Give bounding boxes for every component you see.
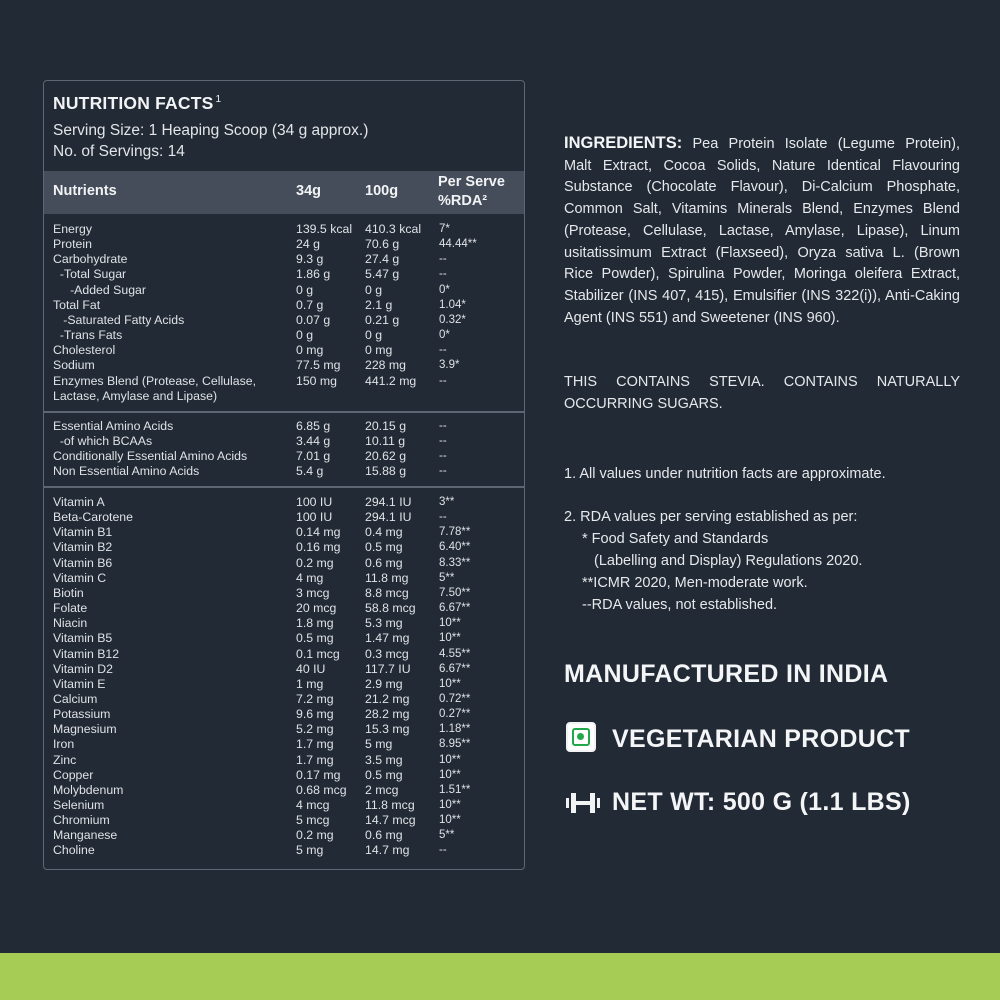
table-row: [53, 222, 520, 237]
value-34g: 0.2 mg: [296, 828, 334, 843]
value-rda: 0*: [439, 283, 450, 296]
value-rda: 6.67**: [439, 602, 471, 615]
value-100g: 294.1 IU: [365, 510, 412, 525]
table-row: [53, 313, 520, 328]
nutrient-name: Carbohydrate: [53, 252, 128, 267]
value-100g: 21.2 mg: [365, 691, 410, 706]
value-rda: 6.40**: [439, 541, 471, 554]
value-34g: 0.07 g: [296, 312, 331, 327]
table-row: [53, 449, 520, 464]
value-rda: 7.78**: [439, 526, 471, 539]
table-row: [53, 828, 520, 843]
stevia-notice: THIS CONTAINS STEVIA. CONTAINS NATURALLY OCCURRING SUGARS.: [564, 374, 960, 412]
table-row: [53, 267, 520, 282]
value-34g: 9.3 g: [296, 252, 324, 267]
section-divider: [44, 486, 524, 488]
value-100g: 0.6 mg: [365, 828, 403, 843]
nutrient-name: Biotin: [53, 585, 84, 600]
value-rda: 0.72**: [439, 692, 471, 705]
nutrient-name: Manganese: [53, 828, 118, 843]
nutrient-name: Iron: [53, 737, 75, 752]
value-100g: 228 mg: [365, 358, 407, 373]
value-rda: --: [439, 465, 447, 478]
table-row: [53, 298, 520, 313]
table-row: [53, 737, 520, 752]
table-row: [53, 692, 520, 707]
value-rda: --: [439, 253, 447, 266]
table-row: [53, 601, 520, 616]
table-row: [53, 722, 520, 737]
nutrient-name: Essential Amino Acids: [53, 419, 174, 433]
nutrient-name: Vitamin B12: [53, 646, 120, 661]
value-100g: 1.47 mg: [365, 631, 410, 646]
accent-bar: [0, 953, 1000, 1000]
value-rda: 10**: [439, 814, 461, 827]
value-34g: 5 mg: [296, 843, 324, 858]
table-row: [53, 510, 520, 525]
value-100g: 0.6 mg: [365, 555, 403, 570]
value-100g: 3.5 mg: [365, 752, 403, 767]
value-34g: 0.2 mg: [296, 555, 334, 570]
value-34g: 0.1 mcg: [296, 646, 340, 661]
table-row: [53, 586, 520, 601]
value-34g: 9.6 mg: [296, 707, 334, 722]
value-34g: 1 mg: [296, 676, 324, 691]
value-rda: 5**: [439, 571, 455, 584]
value-rda: 7.50**: [439, 586, 471, 599]
value-100g: 2.9 mg: [365, 676, 403, 691]
value-rda: --: [439, 344, 447, 357]
value-100g: 14.7 mcg: [365, 813, 416, 828]
value-34g: 1.7 mg: [296, 752, 334, 767]
nutrient-name: Selenium: [53, 798, 105, 812]
note-1: 1. All values under nutrition facts are approximate.: [564, 466, 886, 482]
header-34g: 34g: [296, 183, 321, 199]
value-rda: 10**: [439, 768, 461, 781]
nutrient-name: Vitamin C: [53, 570, 107, 585]
nutrient-name: -Added Sugar: [53, 282, 146, 297]
nutrient-name: -Total Sugar: [53, 267, 127, 282]
table-row: [53, 495, 520, 510]
table-row: [53, 434, 520, 449]
table-row: [53, 571, 520, 586]
value-34g: 0 mg: [296, 343, 324, 358]
value-100g: 10.11 g: [365, 434, 406, 449]
value-34g: 0.5 mg: [296, 631, 334, 646]
table-row: [53, 647, 520, 662]
value-34g: 150 mg: [296, 373, 338, 388]
nutrient-name: Choline: [53, 843, 95, 858]
nutrient-name: Magnesium: [53, 722, 117, 737]
value-34g: 5.2 mg: [296, 722, 334, 737]
table-row: [53, 556, 520, 571]
value-100g: 58.8 mcg: [365, 601, 416, 616]
value-34g: 3.44 g: [296, 434, 331, 449]
value-100g: 0.5 mg: [365, 767, 403, 782]
value-100g: 20.62 g: [365, 449, 407, 464]
value-34g: 0.7 g: [296, 297, 324, 312]
table-row: [53, 358, 520, 373]
value-100g: 410.3 kcal: [365, 222, 422, 236]
value-rda: 1.18**: [439, 723, 471, 736]
serving-size: Serving Size: 1 Heaping Scoop (34 g approx.): [53, 122, 369, 139]
nutrient-name: -of which BCAAs: [53, 434, 153, 449]
value-rda: 0.27**: [439, 708, 471, 721]
nutrient-name: -Trans Fats: [53, 328, 123, 343]
value-100g: 27.4 g: [365, 252, 400, 267]
value-34g: 0.16 mg: [296, 540, 341, 555]
note-2: 2. RDA values per serving established as per:: [564, 509, 858, 525]
net-weight: NET WT: 500 G (1.1 LBS): [612, 788, 911, 816]
value-34g: 1.86 g: [296, 267, 331, 282]
table-row: [53, 283, 520, 298]
table-row: [53, 328, 520, 343]
value-34g: 1.7 mg: [296, 737, 334, 752]
value-100g: 15.3 mg: [365, 722, 410, 737]
header-nutrients: Nutrients: [53, 183, 117, 199]
table-row: [53, 616, 520, 631]
nutrient-name: Sodium: [53, 358, 95, 373]
note-2d: --RDA values, not established.: [582, 597, 778, 613]
value-34g: 100 IU: [296, 495, 333, 509]
value-100g: 2.1 g: [365, 297, 393, 312]
value-rda: 1.51**: [439, 783, 471, 796]
value-34g: 5 mcg: [296, 813, 330, 828]
nutrition-facts-panel: [43, 80, 525, 870]
value-100g: 20.15 g: [365, 419, 407, 433]
ingredients-block: [564, 133, 960, 329]
nutrient-name: Molybdenum: [53, 782, 124, 797]
value-34g: 6.85 g: [296, 419, 331, 433]
table-row: [53, 662, 520, 677]
value-100g: 11.8 mg: [365, 570, 409, 585]
value-100g: 2 mcg: [365, 782, 399, 797]
nutrient-name: Vitamin B2: [53, 540, 113, 555]
nutrient-name: Non Essential Amino Acids: [53, 464, 200, 479]
value-100g: 0.5 mg: [365, 540, 403, 555]
nutrition-title: NUTRITION FACTS $^1$: [53, 93, 222, 113]
value-rda: 4.55**: [439, 647, 471, 660]
table-row: [53, 540, 520, 555]
value-100g: 5.3 mg: [365, 616, 403, 631]
manufactured-in-india: MANUFACTURED IN INDIA: [564, 660, 889, 688]
value-100g: 0 g: [365, 282, 383, 297]
value-rda: --: [439, 374, 447, 387]
value-34g: 3 mcg: [296, 585, 330, 600]
value-34g: 0.17 mg: [296, 767, 341, 782]
table-row: [53, 677, 520, 692]
value-rda: 8.33**: [439, 556, 471, 569]
nutrient-name: Calcium: [53, 691, 98, 706]
value-100g: 70.6 g: [365, 237, 400, 252]
value-rda: --: [439, 450, 447, 463]
vegetarian-label: VEGETARIAN PRODUCT: [612, 725, 911, 753]
value-rda: 3**: [439, 496, 455, 508]
value-34g: 100 IU: [296, 510, 333, 525]
value-rda: 7*: [439, 223, 450, 235]
value-34g: 7.01 g: [296, 449, 331, 464]
ingredients-label: INGREDIENTS:: [564, 134, 683, 152]
nutrient-name: Cholesterol: [53, 343, 116, 358]
value-100g: 294.1 IU: [365, 495, 412, 509]
section-divider: [44, 411, 524, 413]
value-100g: 14.7 mg: [365, 843, 410, 858]
note-2a: * Food Safety and Standards: [582, 531, 769, 547]
value-34g: 0.14 mg: [296, 525, 341, 540]
value-34g: 1.8 mg: [296, 616, 334, 631]
nutrient-name: Energy: [53, 222, 92, 236]
table-row: [53, 464, 520, 479]
note-2c: **ICMR 2020, Men-moderate work.: [582, 575, 808, 591]
veg-mark-icon: [566, 722, 596, 752]
value-rda: 10**: [439, 677, 461, 690]
table-row: [53, 525, 520, 540]
nutrient-name: Vitamin B6: [53, 555, 113, 570]
nutrient-name: Chromium: [53, 813, 110, 828]
value-rda: 0.32*: [439, 313, 466, 326]
value-100g: 117.7 IU: [365, 661, 411, 676]
value-rda: --: [439, 844, 447, 857]
value-100g: 0 mg: [365, 343, 393, 358]
nutrient-name: Vitamin E: [53, 676, 106, 691]
value-34g: 139.5 kcal: [296, 222, 353, 236]
table-row: [53, 237, 520, 252]
value-34g: 77.5 mg: [296, 358, 341, 373]
value-100g: 0.3 mcg: [365, 646, 409, 661]
value-34g: 7.2 mg: [296, 691, 334, 706]
nutrient-name: Protein: [53, 237, 92, 252]
value-100g: 0.21 g: [365, 312, 400, 327]
table-row: [53, 753, 520, 768]
table-row: [53, 768, 520, 783]
table-row: [53, 343, 520, 358]
table-row: [53, 707, 520, 722]
header-100g: 100g: [365, 183, 399, 199]
table-row: [53, 813, 520, 828]
nutrient-name: Total Fat: [53, 297, 101, 312]
servings-count: No. of Servings: 14: [53, 143, 185, 160]
value-rda: 10**: [439, 753, 461, 766]
value-rda: 8.95**: [439, 738, 471, 751]
nutrient-name: Beta-Carotene: [53, 510, 133, 525]
value-100g: 0 g: [365, 328, 383, 343]
value-rda: --: [439, 435, 447, 448]
value-rda: --: [439, 420, 447, 432]
value-100g: 5 mg: [365, 737, 393, 752]
ingredients-text: Pea Protein Isolate (Legume Protein), Malt Extract, Cocoa Solids, Nature Identical Flavouring Substance (Chocolate Flavour), Di-Calcium Phosphate, Common Salt, Vitamins Minerals Blend, Enzymes Blend (Protease, Cellulase, Lactase, Amylase, Lipase), Linum usitatissimum Extract (Flaxseed), Oryza sativa L. (Brown Rice Powder), Spirulina Powder, Moringa oleifera Extract, Stabilizer (INS 407, 415), Emulsifier (INS 322(i)), Anti-Caking Agent (INS 551) and Sweetener (INS 960).: [564, 136, 960, 326]
nutrient-name: Vitamin B1: [53, 525, 113, 540]
value-rda: 10**: [439, 617, 461, 630]
table-row: [53, 252, 520, 267]
table-row: [53, 783, 520, 798]
value-rda: 10**: [439, 799, 461, 811]
value-34g: 4 mg: [296, 570, 324, 585]
value-100g: 0.4 mg: [365, 525, 403, 540]
value-34g: 20 mcg: [296, 601, 337, 616]
value-34g: 0 g: [296, 328, 314, 343]
value-34g: 0.68 mcg: [296, 782, 347, 797]
nutrient-name: Conditionally Essential Amino Acids: [53, 449, 248, 464]
nutrient-name: Vitamin B5: [53, 631, 113, 646]
table-row: [53, 798, 520, 813]
value-100g: 28.2 mg: [365, 707, 410, 722]
value-34g: 24 g: [296, 237, 320, 252]
value-rda: 0*: [439, 329, 450, 342]
table-header: [44, 171, 524, 214]
value-100g: 5.47 g: [365, 267, 400, 282]
note-2b: (Labelling and Display) Regulations 2020.: [594, 553, 863, 569]
value-100g: 8.8 mcg: [365, 585, 409, 600]
value-100g: 441.2 mg: [365, 373, 417, 388]
nutrient-name: Potassium: [53, 707, 111, 722]
value-rda: 1.04*: [439, 298, 466, 311]
header-rda: Per Serve %RDA²: [438, 174, 505, 209]
nutrient-name: Vitamin A: [53, 495, 105, 509]
nutrient-name: Folate: [53, 601, 88, 616]
nutrient-name: Vitamin D2: [53, 661, 113, 676]
dumbbell-icon: [565, 790, 601, 816]
value-rda: 5**: [439, 829, 455, 842]
table-row: [53, 631, 520, 646]
value-34g: 4 mcg: [296, 798, 330, 812]
value-rda: 3.9*: [439, 359, 460, 372]
nutrient-name: Niacin: [53, 616, 88, 631]
value-rda: --: [439, 511, 447, 524]
table-row: [53, 843, 520, 858]
nutrient-name: -Saturated Fatty Acids: [53, 312, 185, 327]
table-row: [53, 419, 520, 434]
value-rda: --: [439, 268, 447, 281]
value-34g: 0 g: [296, 282, 314, 297]
value-34g: 40 IU: [296, 661, 326, 676]
nutrient-name: Copper: [53, 767, 94, 782]
nutrient-name: Enzymes Blend (Protease, Cellulase, Lactase, Amylase and Lipase): [53, 373, 256, 403]
value-rda: 44.44**: [439, 238, 477, 251]
table-row: [53, 374, 520, 404]
nutrient-name: Zinc: [53, 752, 77, 767]
value-rda: 10**: [439, 632, 461, 645]
value-34g: 5.4 g: [296, 464, 324, 479]
value-rda: 6.67**: [439, 662, 471, 675]
value-100g: 11.8 mcg: [365, 798, 415, 812]
value-100g: 15.88 g: [365, 464, 407, 479]
